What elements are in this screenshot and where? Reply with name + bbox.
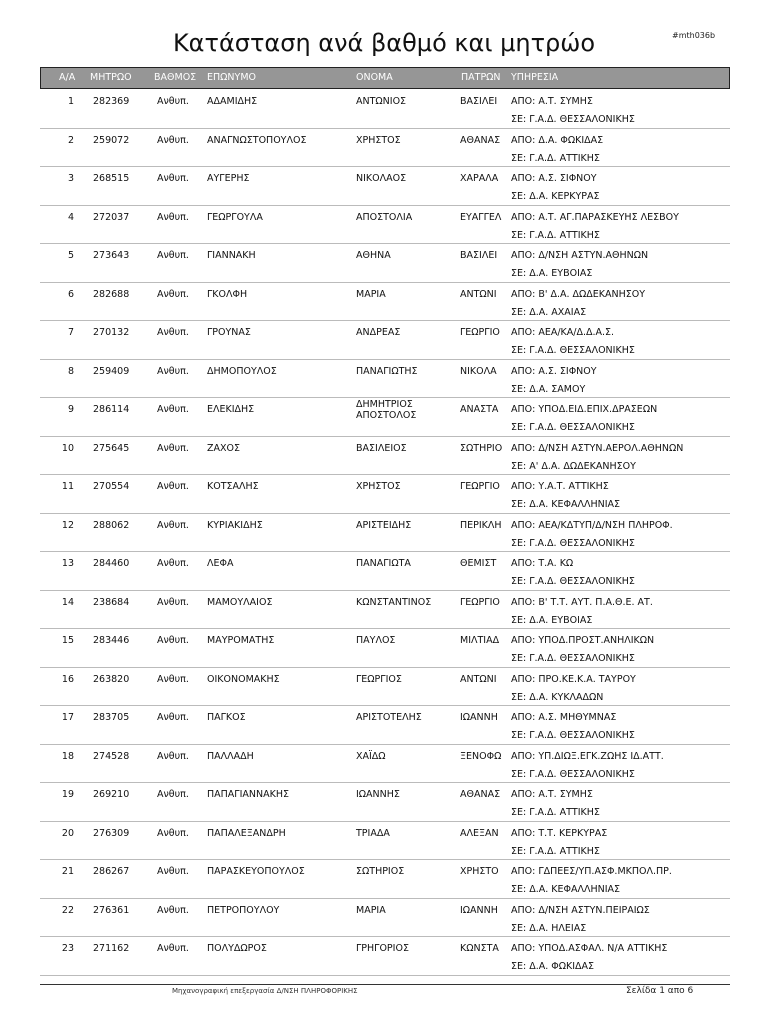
footer-text: Μηχανογραφική επεξεργασία Δ/ΝΣΗ ΠΛΗΡΟΦΟΡΙΚΗΣ bbox=[172, 987, 358, 995]
row-onoma: ΜΑΡΙΑ bbox=[356, 288, 386, 300]
table-row bbox=[40, 899, 730, 938]
row-patronymo: ΑΘΑΝΑΣ bbox=[460, 789, 501, 800]
row-patronymo: ΜΙΛΤΙΑΔ bbox=[460, 635, 500, 646]
table-row bbox=[40, 244, 730, 283]
table-row bbox=[40, 552, 730, 591]
row-se: ΣΕ: Α' Δ.Α. ΔΩΔΕΚΑΝΗΣΟΥ bbox=[511, 460, 636, 472]
row-vathmos: Ανθυπ. bbox=[157, 211, 189, 223]
row-apo: ΑΠΟ: Α.Τ. ΣΥΜΗΣ bbox=[511, 96, 593, 107]
row-onoma: ΓΡΗΓΟΡΙΟΣ bbox=[356, 943, 409, 954]
row-se: ΣΕ: Γ.Α.Δ. ΘΕΣΣΑΛΟΝΙΚΗΣ bbox=[511, 114, 635, 125]
table-row bbox=[40, 783, 730, 822]
row-eponymo: ΟΙΚΟΝΟΜΑΚΗΣ bbox=[207, 673, 280, 685]
row-se: ΣΕ: Δ.Α. ΚΕΦΑΛΛΗΝΙΑΣ bbox=[511, 499, 621, 510]
header-vathmos: ΒΑΘΜΟΣ bbox=[154, 72, 197, 83]
row-aa: 19 bbox=[61, 789, 74, 800]
row-se: ΣΕ: Δ.Α. ΗΛΕΙΑΣ bbox=[511, 922, 587, 934]
row-onoma: ΣΩΤΗΡΙΟΣ bbox=[356, 866, 405, 877]
row-eponymo: ΑΥΓΕΡΗΣ bbox=[207, 173, 250, 184]
row-mitroo: 274528 bbox=[93, 750, 130, 762]
row-se: ΣΕ: Γ.Α.Δ. ΑΤΤΙΚΗΣ bbox=[511, 152, 600, 164]
row-onoma: ΒΑΣΙΛΕΙΟΣ bbox=[356, 442, 407, 454]
row-patronymo: ΘΕΜΙΣΤ bbox=[460, 558, 497, 569]
row-eponymo: ΠΟΛΥΔΩΡΟΣ bbox=[207, 943, 267, 954]
row-mitroo: 286114 bbox=[93, 404, 130, 415]
row-se: ΣΕ: Δ.Α. ΦΩΚΙΔΑΣ bbox=[511, 961, 595, 972]
table-row bbox=[40, 514, 730, 553]
row-mitroo: 286267 bbox=[93, 866, 130, 877]
row-vathmos: Ανθυπ. bbox=[157, 327, 189, 338]
row-eponymo: ΜΑΜΟΥΛΑΙΟΣ bbox=[207, 596, 273, 608]
row-apo: ΑΠΟ: Α.Τ. ΣΥΜΗΣ bbox=[511, 789, 593, 800]
row-mitroo: 259072 bbox=[93, 134, 130, 146]
row-patronymo: ΕΥΑΓΓΕΛ bbox=[460, 211, 502, 223]
row-eponymo: ΠΕΤΡΟΠΟΥΛΟΥ bbox=[207, 904, 280, 916]
row-patronymo: ΝΙΚΟΛΑ bbox=[460, 365, 497, 377]
row-apo: ΑΠΟ: Α.Σ. ΣΙΦΝΟΥ bbox=[511, 173, 597, 184]
row-apo: ΑΠΟ: Τ.Τ. ΚΕΡΚΥΡΑΣ bbox=[511, 827, 608, 839]
row-eponymo: ΜΑΥΡΟΜΑΤΗΣ bbox=[207, 635, 275, 646]
row-onoma: ΙΩΑΝΝΗΣ bbox=[356, 789, 400, 800]
row-apo: ΑΠΟ: ΥΠ.ΔΙΩΞ.ΕΓΚ.ΖΩΗΣ ΙΔ.ΑΤΤ. bbox=[511, 750, 664, 762]
row-eponymo: ΠΑΡΑΣΚΕΥΟΠΟΥΛΟΣ bbox=[207, 866, 305, 877]
row-vathmos: Ανθυπ. bbox=[157, 712, 189, 723]
row-onoma: ΧΡΗΣΤΟΣ bbox=[356, 481, 401, 492]
row-onoma: ΑΝΤΩΝΙΟΣ bbox=[356, 96, 407, 107]
row-se: ΣΕ: Δ.Α. ΕΥΒΟΙΑΣ bbox=[511, 614, 593, 626]
row-aa: 1 bbox=[67, 96, 74, 107]
row-vathmos: Ανθυπ. bbox=[157, 596, 189, 608]
row-apo: ΑΠΟ: ΑΕΑ/ΚΔΤΥΠ/Δ/ΝΣΗ ΠΛΗΡΟΦ. bbox=[511, 519, 673, 531]
row-onoma: ΝΙΚΟΛΑΟΣ bbox=[356, 173, 407, 184]
row-se: ΣΕ: Δ.Α. ΚΥΚΛΑΔΩΝ bbox=[511, 691, 604, 703]
row-eponymo: ΖΑΧΟΣ bbox=[207, 442, 240, 454]
row-apo: ΑΠΟ: Δ/ΝΣΗ ΑΣΤΥΝ.ΑΕΡΟΛ.ΑΘΗΝΩΝ bbox=[511, 442, 684, 454]
row-aa: 3 bbox=[67, 173, 74, 184]
row-onoma: ΠΑΝΑΓΙΩΤΗΣ bbox=[356, 365, 418, 377]
row-mitroo: 270554 bbox=[93, 481, 130, 492]
row-apo: ΑΠΟ: Δ.Α. ΦΩΚΙΔΑΣ bbox=[511, 134, 604, 146]
row-vathmos: Ανθυπ. bbox=[157, 750, 189, 762]
row-aa: 15 bbox=[61, 635, 74, 646]
row-apo: ΑΠΟ: Δ/ΝΣΗ ΑΣΤΥΝ.ΑΘΗΝΩΝ bbox=[511, 250, 649, 261]
row-onoma: ΠΑΝΑΓΙΩΤΑ bbox=[356, 558, 411, 569]
row-apo: ΑΠΟ: ΑΕΑ/ΚΑ/Δ.Δ.Α.Σ. bbox=[511, 327, 615, 338]
page-title: Κατάσταση ανά βαθμό και μητρώο bbox=[172, 29, 596, 57]
row-patronymo: ΧΑΡΑΛΑ bbox=[460, 173, 499, 184]
row-mitroo: 282369 bbox=[93, 96, 130, 107]
row-vathmos: Ανθυπ. bbox=[157, 404, 189, 415]
row-aa: 23 bbox=[61, 943, 74, 954]
row-se: ΣΕ: Δ.Α. ΑΧΑΙΑΣ bbox=[511, 306, 587, 318]
row-vathmos: Ανθυπ. bbox=[157, 250, 189, 261]
row-eponymo: ΓΕΩΡΓΟΥΛΑ bbox=[207, 211, 263, 223]
row-onoma: ΑΘΗΝΑ bbox=[356, 250, 391, 261]
row-aa: 17 bbox=[61, 712, 74, 723]
table-row bbox=[40, 668, 730, 707]
row-aa: 11 bbox=[61, 481, 74, 492]
row-vathmos: Ανθυπ. bbox=[157, 558, 189, 569]
table-row bbox=[40, 629, 730, 668]
row-se: ΣΕ: Δ.Α. ΕΥΒΟΙΑΣ bbox=[511, 268, 593, 279]
row-apo: ΑΠΟ: ΥΠΟΔ.ΑΣΦΑΛ. Ν/Α ΑΤΤΙΚΗΣ bbox=[511, 943, 668, 954]
row-onoma: ΧΡΗΣΤΟΣ bbox=[356, 134, 401, 146]
row-vathmos: Ανθυπ. bbox=[157, 134, 189, 146]
row-mitroo: 238684 bbox=[93, 596, 130, 608]
row-se: ΣΕ: Γ.Α.Δ. ΘΕΣΣΑΛΟΝΙΚΗΣ bbox=[511, 576, 635, 587]
row-mitroo: 288062 bbox=[93, 519, 130, 531]
row-eponymo: ΠΑΛΛΑΔΗ bbox=[207, 750, 254, 762]
row-aa: 10 bbox=[61, 442, 74, 454]
header-eponymo: ΕΠΩΝΥΜΟ bbox=[207, 72, 256, 83]
table-row bbox=[40, 129, 730, 168]
row-eponymo: ΚΟΤΣΑΛΗΣ bbox=[207, 481, 259, 492]
table-row bbox=[40, 90, 730, 129]
footer-divider bbox=[40, 984, 730, 985]
row-vathmos: Ανθυπ. bbox=[157, 904, 189, 916]
row-mitroo: 270132 bbox=[93, 327, 130, 338]
row-apo: ΑΠΟ: Υ.Α.Τ. ΑΤΤΙΚΗΣ bbox=[511, 481, 609, 492]
row-eponymo: ΕΛΕΚΙΔΗΣ bbox=[207, 404, 255, 415]
row-apo: ΑΠΟ: ΓΔΠΕΕΣ/ΥΠ.ΑΣΦ.ΜΚΠΟΛ.ΠΡ. bbox=[511, 866, 672, 877]
row-mitroo: 283446 bbox=[93, 635, 130, 646]
row-mitroo: 273643 bbox=[93, 250, 130, 261]
row-patronymo: ΑΘΑΝΑΣ bbox=[460, 134, 501, 146]
table-row bbox=[40, 206, 730, 245]
row-onoma: ΑΝΔΡΕΑΣ bbox=[356, 327, 401, 338]
table-row bbox=[40, 591, 730, 630]
row-onoma: ΑΡΙΣΤΕΙΔΗΣ bbox=[356, 519, 412, 531]
row-onoma: ΚΩΝΣΤΑΝΤΙΝΟΣ bbox=[356, 596, 432, 608]
row-se: ΣΕ: Γ.Α.Δ. ΘΕΣΣΑΛΟΝΙΚΗΣ bbox=[511, 345, 635, 356]
table-row bbox=[40, 475, 730, 514]
row-se: ΣΕ: Δ.Α. ΚΕΦΑΛΛΗΝΙΑΣ bbox=[511, 884, 621, 895]
row-eponymo: ΔΗΜΟΠΟΥΛΟΣ bbox=[207, 365, 277, 377]
row-eponymo: ΚΥΡΙΑΚΙΔΗΣ bbox=[207, 519, 263, 531]
row-vathmos: Ανθυπ. bbox=[157, 96, 189, 107]
row-se: ΣΕ: Γ.Α.Δ. ΘΕΣΣΑΛΟΝΙΚΗΣ bbox=[511, 730, 635, 741]
row-mitroo: 271162 bbox=[93, 943, 130, 954]
row-eponymo: ΠΑΠΑΓΙΑΝΝΑΚΗΣ bbox=[207, 789, 289, 800]
row-mitroo: 268515 bbox=[93, 173, 130, 184]
row-onoma: ΠΑΥΛΟΣ bbox=[356, 635, 396, 646]
row-aa: 7 bbox=[67, 327, 74, 338]
table-row bbox=[40, 822, 730, 861]
row-se: ΣΕ: Γ.Α.Δ. ΑΤΤΙΚΗΣ bbox=[511, 845, 600, 857]
table-row bbox=[40, 360, 730, 399]
row-onoma: ΤΡΙΑΔΑ bbox=[356, 827, 390, 839]
row-apo: ΑΠΟ: Τ.Α. ΚΩ bbox=[511, 558, 574, 569]
row-mitroo: 259409 bbox=[93, 365, 130, 377]
row-mitroo: 276361 bbox=[93, 904, 130, 916]
row-apo: ΑΠΟ: ΥΠΟΔ.ΕΙΔ.ΕΠΙΧ.ΔΡΑΣΕΩΝ bbox=[511, 404, 658, 415]
row-onoma: ΑΠΟΣΤΟΛΙΑ bbox=[356, 211, 413, 223]
row-apo: ΑΠΟ: ΥΠΟΔ.ΠΡΟΣΤ.ΑΝΗΛΙΚΩΝ bbox=[511, 635, 655, 646]
row-aa: 9 bbox=[67, 404, 74, 415]
row-mitroo: 284460 bbox=[93, 558, 130, 569]
table-header bbox=[40, 67, 730, 89]
row-onoma: ΑΡΙΣΤΟΤΕΛΗΣ bbox=[356, 712, 422, 723]
row-onoma: ΧΑΪΔΩ bbox=[356, 750, 386, 762]
row-vathmos: Ανθυπ. bbox=[157, 442, 189, 454]
row-aa: 12 bbox=[61, 519, 74, 531]
row-vathmos: Ανθυπ. bbox=[157, 635, 189, 646]
row-se: ΣΕ: Δ.Α. ΚΕΡΚΥΡΑΣ bbox=[511, 191, 600, 202]
row-mitroo: 269210 bbox=[93, 789, 130, 800]
header-onoma: ΟΝΟΜΑ bbox=[356, 72, 393, 83]
row-aa: 2 bbox=[67, 134, 74, 146]
row-se: ΣΕ: Δ.Α. ΣΑΜΟΥ bbox=[511, 383, 586, 395]
row-mitroo: 263820 bbox=[93, 673, 130, 685]
row-apo: ΑΠΟ: Δ/ΝΣΗ ΑΣΤΥΝ.ΠΕΙΡΑΙΩΣ bbox=[511, 904, 650, 916]
row-eponymo: ΓΙΑΝΝΑΚΗ bbox=[207, 250, 256, 261]
row-eponymo: ΓΚΟΛΦΗ bbox=[207, 288, 248, 300]
row-apo: ΑΠΟ: Α.Σ. ΣΙΦΝΟΥ bbox=[511, 365, 597, 377]
row-eponymo: ΑΝΑΓΝΩΣΤΟΠΟΥΛΟΣ bbox=[207, 134, 307, 146]
row-se: ΣΕ: Γ.Α.Δ. ΘΕΣΣΑΛΟΝΙΚΗΣ bbox=[511, 653, 635, 664]
row-vathmos: Ανθυπ. bbox=[157, 288, 189, 300]
header-aa: Α/Α bbox=[59, 72, 76, 83]
row-onoma: ΜΑΡΙΑ bbox=[356, 904, 386, 916]
row-onoma: ΔΗΜΗΤΡΙΟΣ ΑΠΟΣΤΟΛΟΣ bbox=[356, 399, 417, 421]
row-vathmos: Ανθυπ. bbox=[157, 943, 189, 954]
table-row bbox=[40, 167, 730, 206]
row-se: ΣΕ: Γ.Α.Δ. ΘΕΣΣΑΛΟΝΙΚΗΣ bbox=[511, 537, 635, 549]
table-row bbox=[40, 398, 730, 437]
row-mitroo: 276309 bbox=[93, 827, 130, 839]
row-se: ΣΕ: Γ.Α.Δ. ΘΕΣΣΑΛΟΝΙΚΗΣ bbox=[511, 768, 635, 780]
row-patronymo: ΑΛΕΞΑΝ bbox=[460, 827, 499, 839]
row-vathmos: Ανθυπ. bbox=[157, 827, 189, 839]
row-mitroo: 272037 bbox=[93, 211, 130, 223]
row-eponymo: ΠΑΓΚΟΣ bbox=[207, 712, 246, 723]
table-row bbox=[40, 937, 730, 976]
row-patronymo: ΣΩΤΗΡΙΟ bbox=[460, 442, 503, 454]
header-ypiresia: ΥΠΗΡΕΣΙΑ bbox=[511, 72, 559, 83]
row-patronymo: ΧΡΗΣΤΟ bbox=[460, 866, 499, 877]
row-onoma: ΓΕΩΡΓΙΟΣ bbox=[356, 673, 402, 685]
row-eponymo: ΓΡΟΥΝΑΣ bbox=[207, 327, 251, 338]
row-patronymo: ΚΩΝΣΤΑ bbox=[460, 943, 499, 954]
row-aa: 13 bbox=[61, 558, 74, 569]
row-aa: 5 bbox=[67, 250, 74, 261]
row-patronymo: ΑΝΤΩΝΙ bbox=[460, 673, 497, 685]
row-apo: ΑΠΟ: ΠΡΟ.ΚΕ.Κ.Α. ΤΑΥΡΟΥ bbox=[511, 673, 636, 685]
row-patronymo: ΙΩΑΝΝΗ bbox=[460, 904, 498, 916]
table-row bbox=[40, 860, 730, 899]
row-aa: 22 bbox=[61, 904, 74, 916]
row-patronymo: ΑΝΑΣΤΑ bbox=[460, 404, 499, 415]
row-patronymo: ΞΕΝΟΦΩ bbox=[460, 750, 502, 762]
row-aa: 20 bbox=[61, 827, 74, 839]
table-row bbox=[40, 283, 730, 322]
row-vathmos: Ανθυπ. bbox=[157, 481, 189, 492]
row-apo: ΑΠΟ: Β' Τ.Τ. ΑΥΤ. Π.Α.Θ.Ε. ΑΤ. bbox=[511, 596, 653, 608]
row-vathmos: Ανθυπ. bbox=[157, 866, 189, 877]
page-number: Σελίδα 1 απο 6 bbox=[626, 986, 694, 996]
row-vathmos: Ανθυπ. bbox=[157, 365, 189, 377]
row-patronymo: ΓΕΩΡΓΙΟ bbox=[460, 481, 500, 492]
row-aa: 14 bbox=[61, 596, 74, 608]
row-eponymo: ΠΑΠΑΛΕΞΑΝΔΡΗ bbox=[207, 827, 286, 839]
row-vathmos: Ανθυπ. bbox=[157, 519, 189, 531]
row-eponymo: ΛΕΦΑ bbox=[207, 558, 234, 569]
row-patronymo: ΒΑΣΙΛΕΙ bbox=[460, 96, 498, 107]
row-aa: 6 bbox=[67, 288, 74, 300]
row-patronymo: ΙΩΑΝΝΗ bbox=[460, 712, 498, 723]
row-aa: 8 bbox=[67, 365, 74, 377]
table-row bbox=[40, 437, 730, 476]
row-mitroo: 283705 bbox=[93, 712, 130, 723]
table-row bbox=[40, 745, 730, 784]
row-apo: ΑΠΟ: Β' Δ.Α. ΔΩΔΕΚΑΝΗΣΟΥ bbox=[511, 288, 646, 300]
row-mitroo: 282688 bbox=[93, 288, 130, 300]
row-aa: 21 bbox=[61, 866, 74, 877]
row-se: ΣΕ: Γ.Α.Δ. ΑΤΤΙΚΗΣ bbox=[511, 229, 600, 241]
row-vathmos: Ανθυπ. bbox=[157, 673, 189, 685]
report-code: #mth036b bbox=[672, 31, 716, 40]
table-row bbox=[40, 321, 730, 360]
row-aa: 18 bbox=[61, 750, 74, 762]
row-apo: ΑΠΟ: Α.Σ. ΜΗΘΥΜΝΑΣ bbox=[511, 712, 617, 723]
header-mitroo: ΜΗΤΡΩΟ bbox=[90, 72, 132, 83]
row-aa: 16 bbox=[61, 673, 74, 685]
row-vathmos: Ανθυπ. bbox=[157, 789, 189, 800]
row-se: ΣΕ: Γ.Α.Δ. ΘΕΣΣΑΛΟΝΙΚΗΣ bbox=[511, 422, 635, 433]
row-patronymo: ΑΝΤΩΝΙ bbox=[460, 288, 497, 300]
header-patronymo: ΠΑΤΡΩΝ bbox=[461, 72, 501, 83]
row-vathmos: Ανθυπ. bbox=[157, 173, 189, 184]
row-apo: ΑΠΟ: Α.Τ. ΑΓ.ΠΑΡΑΣΚΕΥΗΣ ΛΕΣΒΟΥ bbox=[511, 211, 679, 223]
table-body bbox=[0, 90, 768, 976]
row-se: ΣΕ: Γ.Α.Δ. ΑΤΤΙΚΗΣ bbox=[511, 807, 600, 818]
row-patronymo: ΓΕΩΡΓΙΟ bbox=[460, 596, 500, 608]
row-patronymo: ΓΕΩΡΓΙΟ bbox=[460, 327, 500, 338]
row-eponymo: ΑΔΑΜΙΔΗΣ bbox=[207, 96, 258, 107]
row-patronymo: ΒΑΣΙΛΕΙ bbox=[460, 250, 498, 261]
row-mitroo: 275645 bbox=[93, 442, 130, 454]
row-aa: 4 bbox=[67, 211, 74, 223]
table-row bbox=[40, 706, 730, 745]
row-patronymo: ΠΕΡΙΚΛΗ bbox=[460, 519, 502, 531]
